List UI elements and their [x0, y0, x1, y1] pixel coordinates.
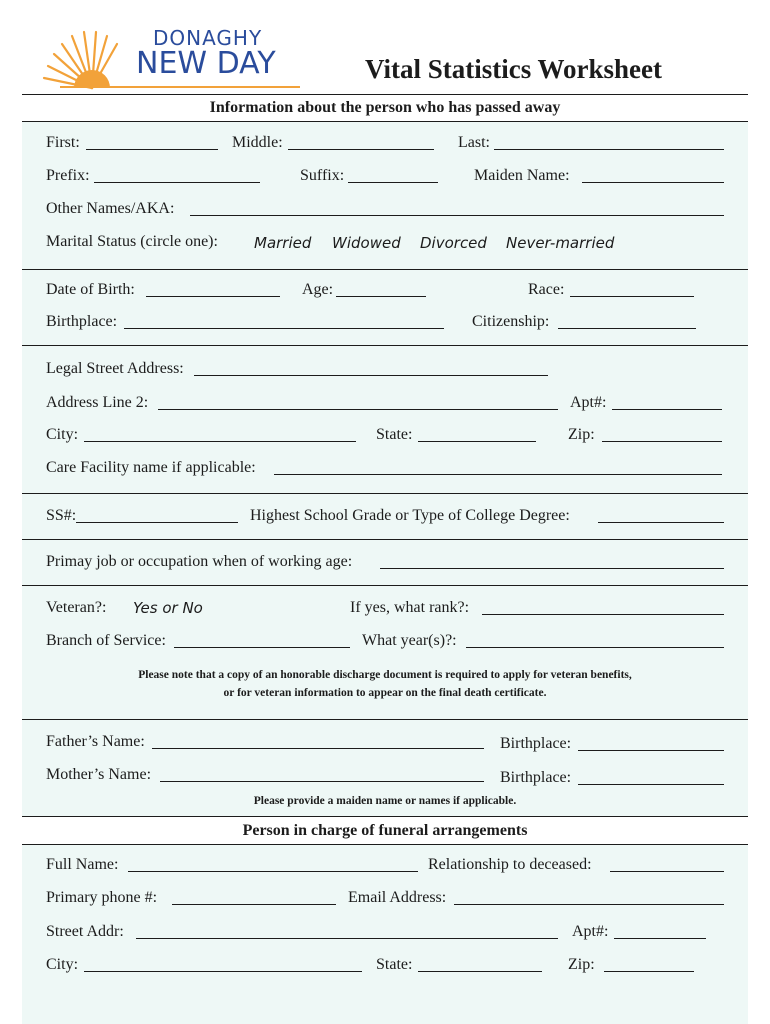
- first-label: First:: [46, 134, 80, 151]
- relationship-field[interactable]: [610, 871, 724, 872]
- years-label: What year(s)?:: [362, 632, 457, 649]
- branch-label: Branch of Service:: [46, 632, 166, 649]
- logo-line1: DONAGHY: [153, 26, 263, 50]
- zip-field[interactable]: [602, 441, 722, 442]
- state-field[interactable]: [418, 441, 536, 442]
- logo-line2: NEW DAY: [136, 46, 276, 81]
- rule-5: [22, 539, 748, 540]
- care-facility-field[interactable]: [274, 474, 722, 475]
- rule-3: [22, 345, 748, 346]
- primary-phone-field[interactable]: [172, 904, 336, 905]
- rule-7: [22, 719, 748, 720]
- race-field[interactable]: [570, 296, 694, 297]
- funeral-state-field[interactable]: [418, 971, 542, 972]
- dob-label: Date of Birth:: [46, 281, 135, 298]
- occupation-field[interactable]: [380, 568, 724, 569]
- state-label: State:: [376, 426, 413, 443]
- rule-8: [22, 816, 748, 817]
- age-label: Age:: [302, 281, 334, 298]
- funeral-street-label: Street Addr:: [46, 923, 124, 940]
- rule-2: [22, 269, 748, 270]
- age-field[interactable]: [336, 296, 426, 297]
- birthplace-label: Birthplace:: [46, 313, 118, 330]
- school-field[interactable]: [598, 522, 724, 523]
- prefix-field[interactable]: [94, 182, 260, 183]
- logo: [40, 26, 310, 98]
- title-rule: [22, 94, 748, 95]
- branch-field[interactable]: [174, 647, 350, 648]
- race-label: Race:: [528, 281, 565, 298]
- city-label: City:: [46, 426, 79, 443]
- rank-field[interactable]: [482, 614, 724, 615]
- marital-label: Marital Status (circle one):: [46, 233, 218, 250]
- ss-label: SS#:: [46, 507, 77, 524]
- email-label: Email Address:: [348, 889, 447, 906]
- care-label: Care Facility name if applicable:: [46, 459, 256, 476]
- dob-field[interactable]: [146, 296, 280, 297]
- phone-label: Primary phone #:: [46, 889, 158, 906]
- city-field[interactable]: [84, 441, 356, 442]
- rule-9: [22, 844, 748, 845]
- years-field[interactable]: [466, 647, 724, 648]
- marital-option-divorced[interactable]: Divorced: [420, 234, 487, 252]
- father-birthplace-label: Birthplace:: [500, 735, 572, 752]
- veteran-note-line2: or for veteran information to appear on the final death certificate.: [223, 687, 547, 699]
- mother-birthplace-label: Birthplace:: [500, 769, 572, 786]
- full-name-field[interactable]: [128, 871, 418, 872]
- maiden-name-field[interactable]: [582, 182, 724, 183]
- veteran-note-line1: Please note that a copy of an honorable discharge document is required to apply for veteran benefits,: [138, 669, 632, 681]
- maiden-note: Please provide a maiden name or names if applicable.: [253, 795, 517, 807]
- ss-field[interactable]: [76, 522, 238, 523]
- marital-option-married[interactable]: Married: [254, 234, 312, 252]
- address-line2-field[interactable]: [158, 409, 558, 410]
- last-name-field[interactable]: [494, 149, 724, 150]
- middle-label: Middle:: [232, 134, 283, 151]
- funeral-city-field[interactable]: [84, 971, 362, 972]
- funeral-apt-label: Apt#:: [572, 923, 609, 940]
- mother-name-field[interactable]: [160, 781, 484, 782]
- rule-4: [22, 493, 748, 494]
- email-field[interactable]: [454, 904, 724, 905]
- apt-field[interactable]: [612, 409, 722, 410]
- funeral-state-label: State:: [376, 956, 413, 973]
- veteran-label: Veteran?:: [46, 599, 107, 616]
- mother-birthplace-field[interactable]: [578, 784, 724, 785]
- page-title: Vital Statistics Worksheet: [365, 54, 662, 84]
- veteran-options[interactable]: Yes or No: [133, 599, 203, 617]
- sunburst-icon: [40, 30, 120, 92]
- section-title-funeral: Person in charge of funeral arrangements: [242, 822, 528, 839]
- job-label: Primay job or occupation when of working age:: [46, 553, 353, 570]
- apt-label: Apt#:: [570, 394, 607, 411]
- birthplace-field[interactable]: [124, 328, 444, 329]
- aka-field[interactable]: [190, 215, 724, 216]
- suffix-label: Suffix:: [300, 167, 345, 184]
- mother-label: Mother’s Name:: [46, 766, 152, 783]
- section-title-deceased: Information about the person who has passed away: [209, 99, 561, 116]
- citizenship-label: Citizenship:: [472, 313, 550, 330]
- funeral-zip-label: Zip:: [568, 956, 595, 973]
- funeral-apt-field[interactable]: [614, 938, 706, 939]
- first-name-field[interactable]: [86, 149, 218, 150]
- father-label: Father’s Name:: [46, 733, 145, 750]
- logo-underline: [60, 86, 300, 88]
- funeral-street-field[interactable]: [136, 938, 558, 939]
- marital-option-never-married[interactable]: Never-married: [506, 234, 615, 252]
- address2-label: Address Line 2:: [46, 394, 149, 411]
- aka-label: Other Names/AKA:: [46, 200, 175, 217]
- rule-1: [22, 121, 748, 122]
- father-name-field[interactable]: [152, 748, 484, 749]
- marital-option-widowed[interactable]: Widowed: [332, 234, 401, 252]
- street-address-field[interactable]: [194, 375, 548, 376]
- funeral-zip-field[interactable]: [604, 971, 694, 972]
- street-label: Legal Street Address:: [46, 360, 184, 377]
- middle-name-field[interactable]: [288, 149, 434, 150]
- funeral-city-label: City:: [46, 956, 79, 973]
- prefix-label: Prefix:: [46, 167, 90, 184]
- zip-label: Zip:: [568, 426, 595, 443]
- rank-label: If yes, what rank?:: [350, 599, 470, 616]
- fullname-label: Full Name:: [46, 856, 119, 873]
- rule-6: [22, 585, 748, 586]
- maiden-label: Maiden Name:: [474, 167, 570, 184]
- relationship-label: Relationship to deceased:: [428, 856, 592, 873]
- last-label: Last:: [458, 134, 490, 151]
- suffix-field[interactable]: [348, 182, 438, 183]
- father-birthplace-field[interactable]: [578, 750, 724, 751]
- school-label: Highest School Grade or Type of College Degree:: [250, 507, 570, 524]
- citizenship-field[interactable]: [558, 328, 696, 329]
